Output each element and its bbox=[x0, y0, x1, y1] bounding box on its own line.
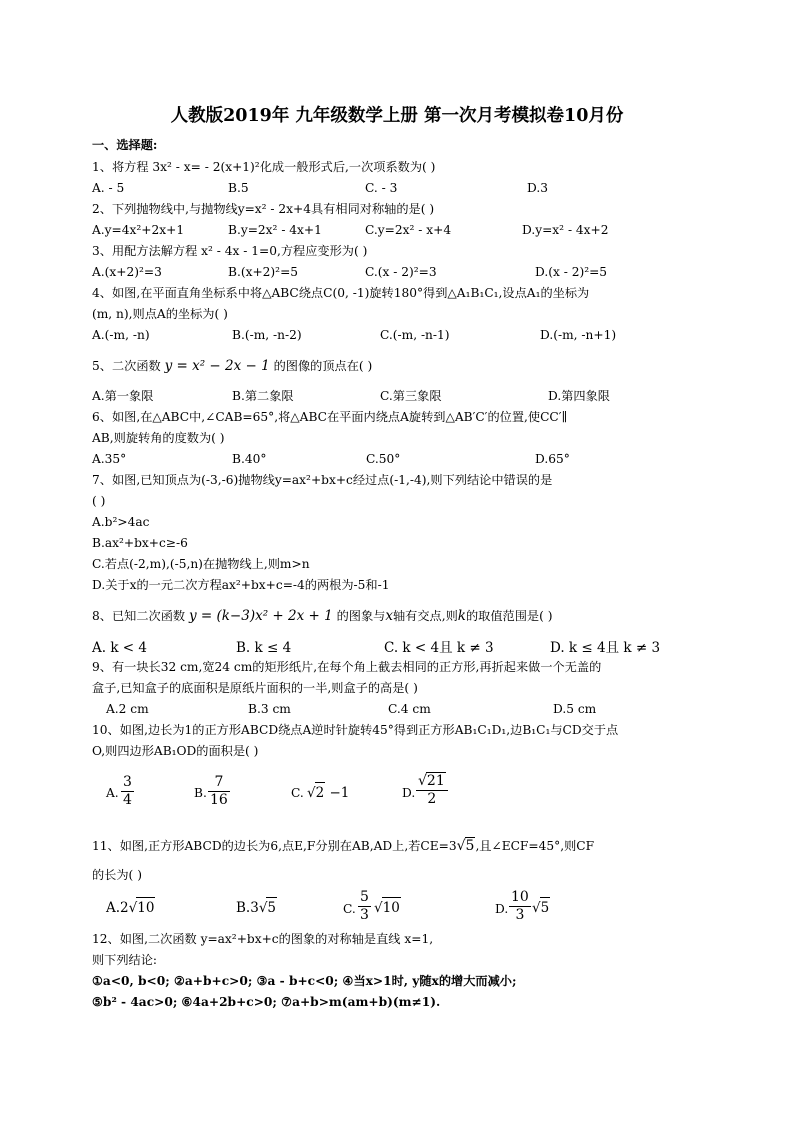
q8-stem-mid: 的图象与 bbox=[336, 609, 386, 623]
q3-option-c: C.(x - 2)²=3 bbox=[365, 265, 437, 279]
q8-stem-mid2: 轴有交点,则 bbox=[392, 609, 458, 623]
q10-d-numerator: √21 bbox=[416, 772, 448, 791]
q8-stem-pre: 8、已知二次函数 bbox=[92, 609, 186, 623]
q1-option-b: B.5 bbox=[228, 181, 249, 195]
page-title: 人教版2019年 九年级数学上册 第一次月考模拟卷10月份 bbox=[170, 106, 624, 126]
q10-d-radicand: 21 bbox=[426, 773, 445, 789]
question-6-stem-cont: AB,则旋转角的度数为( ) bbox=[92, 431, 225, 445]
q10-d-denominator: 2 bbox=[427, 791, 437, 807]
q8-option-a: A. k < 4 bbox=[92, 640, 147, 656]
q5-option-a: A.第一象限 bbox=[92, 389, 154, 403]
q11-stem-pre: 11、如图,正方形ABCD的边长为6,点E,F分别在AB,AD上,若CE=3 bbox=[92, 839, 457, 853]
q10-option-c-label: C. bbox=[291, 786, 304, 800]
q10-a-numerator: 3 bbox=[123, 774, 132, 790]
q10-option-d-fraction bbox=[416, 772, 448, 808]
q7-option-c: C.若点(-2,m),(-5,n)在抛物线上,则m>n bbox=[92, 557, 310, 571]
question-2-stem: 2、下列抛物线中,与抛物线y=x² - 2x+4具有相同对称轴的是( ) bbox=[92, 202, 435, 216]
q10-option-b-fraction bbox=[208, 774, 230, 809]
q6-option-c: C.50° bbox=[366, 452, 401, 466]
question-11-stem bbox=[92, 837, 594, 854]
q5-option-d: D.第四象限 bbox=[548, 389, 610, 403]
question-5-stem bbox=[92, 358, 372, 374]
question-1-stem: 1、将方程 3x² - x= - 2(x+1)²化成一般形式后,一次项系数为( ) bbox=[92, 160, 436, 174]
q11-option-c-fraction bbox=[358, 889, 371, 924]
q9-option-a: A.2 cm bbox=[106, 702, 149, 716]
q11-option-d-label: D. bbox=[495, 902, 509, 916]
q11-d-numerator: 10 bbox=[511, 889, 529, 905]
q10-b-denominator: 16 bbox=[210, 792, 228, 808]
section-heading: 一、选择题: bbox=[92, 138, 158, 152]
question-3-stem: 3、用配方法解方程 x² - 4x - 1=0,方程应变形为( ) bbox=[92, 244, 368, 258]
q11-b-radicand: 5 bbox=[266, 897, 277, 918]
q2-option-d: D.y=x² - 4x+2 bbox=[522, 223, 609, 237]
question-9-stem-cont: 盒子,已知盒子的底面积是原纸片面积的一半,则盒子的高是( ) bbox=[92, 681, 418, 695]
q6-option-d: D.65° bbox=[535, 452, 570, 466]
q5-stem-pre: 5、二次函数 bbox=[92, 359, 161, 373]
q11-option-a-label: A. bbox=[106, 900, 121, 916]
question-4-stem: 4、如图,在平面直角坐标系中将△ABC绕点C(0, -1)旋转180°得到△A₁B₁C₁,设点A₁的坐标为 bbox=[92, 286, 590, 300]
q11-d-sqrt: √5 bbox=[532, 897, 550, 918]
q5-formula: y = x² − 2x − 1 bbox=[164, 358, 270, 374]
q1-option-c: C. - 3 bbox=[365, 181, 398, 195]
q12-statements-1: ①a<0, b<0; ②a+b+c>0; ③a - b+c<0; ④当x>1时, y随x的增大而减小; bbox=[92, 974, 517, 988]
q3-option-a: A.(x+2)²=3 bbox=[92, 265, 162, 279]
q8-var-k: k bbox=[457, 608, 466, 624]
question-12-stem-cont: 则下列结论: bbox=[92, 953, 158, 967]
q9-option-d: D.5 cm bbox=[553, 702, 597, 716]
q8-option-b: B. k ≤ 4 bbox=[236, 640, 292, 656]
q11-b-coef: 3 bbox=[250, 900, 259, 916]
q7-option-a: A.b²>4ac bbox=[92, 515, 150, 529]
q11-c-numerator: 5 bbox=[360, 889, 369, 905]
q10-a-denominator: 4 bbox=[123, 792, 132, 808]
q8-var-x: x bbox=[385, 608, 393, 624]
q11-c-radicand: 10 bbox=[382, 897, 401, 918]
q6-option-a: A.35° bbox=[92, 452, 127, 466]
q11-c-sqrt: √10 bbox=[374, 897, 401, 918]
q9-option-b: B.3 cm bbox=[248, 702, 291, 716]
q10-c-radicand: 2 bbox=[315, 782, 326, 803]
q2-option-b: B.y=2x² - 4x+1 bbox=[228, 223, 322, 237]
q10-option-d-label: D. bbox=[402, 786, 416, 800]
q10-option-c-expr: √2 −1 bbox=[307, 782, 349, 803]
q5-stem-post: 的图像的顶点在( ) bbox=[273, 359, 373, 373]
q11-d-denominator: 3 bbox=[515, 907, 525, 923]
q3-option-b: B.(x+2)²=5 bbox=[228, 265, 299, 279]
question-9-stem: 9、有一块长32 cm,宽24 cm的矩形纸片,在每个角上截去相同的正方形,再折起来做一个无盖的 bbox=[92, 660, 602, 674]
q10-option-a-fraction bbox=[121, 774, 134, 809]
q7-option-b: B.ax²+bx+c≥-6 bbox=[92, 536, 188, 550]
q11-option-b-label: B. bbox=[236, 900, 251, 916]
q11-sqrt: √5 bbox=[456, 838, 475, 854]
q11-c-denominator: 3 bbox=[360, 907, 369, 923]
q1-option-d: D.3 bbox=[527, 181, 548, 195]
q4-option-c: C.(-m, -n-1) bbox=[380, 328, 450, 342]
q10-c-rest: −1 bbox=[329, 785, 350, 801]
q7-option-d: D.关于x的一元二次方程ax²+bx+c=-4的两根为-5和-1 bbox=[92, 578, 390, 592]
q8-option-d: D. k ≤ 4且 k ≠ 3 bbox=[550, 640, 661, 656]
q9-option-c: C.4 cm bbox=[388, 702, 431, 716]
q11-d-radicand: 5 bbox=[540, 897, 551, 918]
q12-statements-2: ⑤b² - 4ac>0; ⑥4a+2b+c>0; ⑦a+b>m(am+b)(m≠1). bbox=[92, 995, 441, 1009]
question-7-stem-cont: ( ) bbox=[92, 494, 106, 508]
q8-option-c: C. k < 4且 k ≠ 3 bbox=[384, 640, 494, 656]
q11-stem-post: ,且∠ECF=45°,则CF bbox=[475, 839, 595, 853]
question-10-stem: 10、如图,边长为1的正方形ABCD绕点A逆时针旋转45°得到正方形AB₁C₁D₁,边B₁C₁与CD交于点 bbox=[92, 723, 619, 737]
q11-a-coef: 2 bbox=[120, 900, 129, 916]
q8-stem-post: 的取值范围是( ) bbox=[465, 609, 553, 623]
question-6-stem: 6、如图,在△ABC中,∠CAB=65°,将△ABC在平面内绕点A旋转到△AB′C′的位置,使CC′∥ bbox=[92, 410, 568, 424]
question-10-stem-cont: O,则四边形AB₁OD的面积是( ) bbox=[92, 744, 259, 758]
q10-option-b-label: B. bbox=[194, 786, 207, 800]
q11-a-radicand: 10 bbox=[136, 897, 155, 918]
question-11-stem-cont: 的长为( ) bbox=[92, 868, 142, 882]
q5-option-b: B.第二象限 bbox=[232, 389, 294, 403]
q11-radicand: 5 bbox=[465, 838, 475, 854]
question-4-stem-cont: (m, n),则点A的坐标为( ) bbox=[92, 307, 228, 321]
question-12-stem: 12、如图,二次函数 y=ax²+bx+c的图象的对称轴是直线 x=1, bbox=[92, 932, 434, 946]
q8-formula: y = (k−3)x² + 2x + 1 bbox=[188, 608, 333, 624]
question-7-stem: 7、如图,已知顶点为(-3,-6)抛物线y=ax²+bx+c经过点(-1,-4),则下列结论中错误的是 bbox=[92, 473, 553, 487]
q10-option-a-label: A. bbox=[106, 786, 119, 800]
q11-option-a: A.2√10 bbox=[106, 897, 155, 918]
q3-option-d: D.(x - 2)²=5 bbox=[535, 265, 608, 279]
q4-option-b: B.(-m, -n-2) bbox=[232, 328, 302, 342]
q4-option-d: D.(-m, -n+1) bbox=[540, 328, 617, 342]
q1-option-a: A. - 5 bbox=[92, 181, 125, 195]
q10-b-numerator: 7 bbox=[208, 774, 230, 792]
q2-option-a: A.y=4x²+2x+1 bbox=[92, 223, 185, 237]
q5-option-c: C.第三象限 bbox=[380, 389, 442, 403]
q4-option-a: A.(-m, -n) bbox=[92, 328, 150, 342]
q11-option-b: B.3√5 bbox=[236, 897, 277, 918]
q6-option-b: B.40° bbox=[232, 452, 267, 466]
q11-option-d-fraction bbox=[509, 889, 531, 924]
question-8-stem bbox=[92, 608, 552, 624]
q2-option-c: C.y=2x² - x+4 bbox=[365, 223, 452, 237]
q11-option-c-label: C. bbox=[343, 902, 356, 916]
